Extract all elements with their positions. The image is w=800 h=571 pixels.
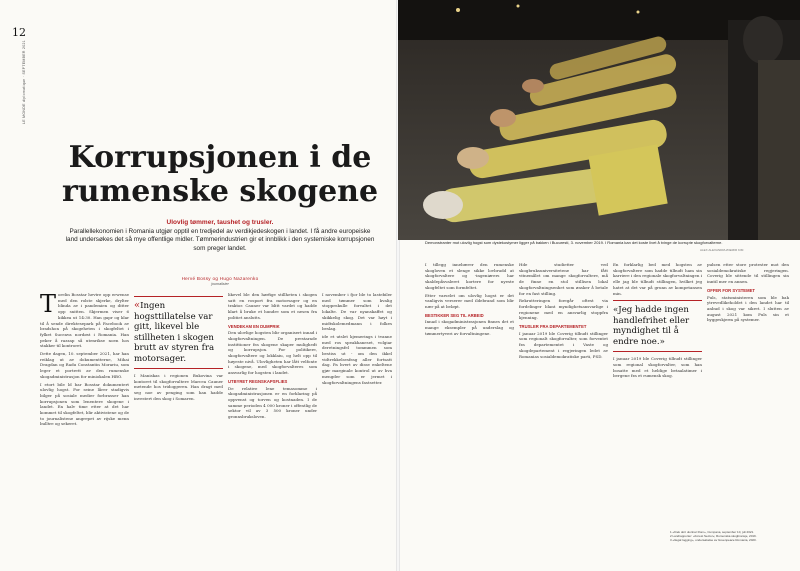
article-photo (398, 0, 800, 240)
column-8 (707, 262, 789, 325)
subheading: UTBYRET REGNSKAPSFLIES (228, 378, 288, 384)
photo-credit: ALEX ALEXANDRU/DEMIR KIM (700, 248, 744, 252)
paragraph: I tillegg innebærer den rumenske skogloven et slenge sikke lovbrudd at skogforvaltere og -ingeniørers har skaldepåsvaleret kortere for nyeste skogfeltet som formfeltet. (425, 262, 514, 290)
paragraph: Rekrutteringen foregår oftest via fordelinger blant myndighetsansvarlige i regionene med en ansvarlig stoppfra kjenning. (519, 298, 608, 321)
column-1 (40, 292, 129, 429)
paragraph: pulsen etter store protester mot den sosialdemokratiske regjeringen. Coverig ble sittende til stillingen sin inntil mer en annen. (707, 262, 789, 285)
paragraph: En forklarlig bed med hogsten av skogforvaltere som hadde tilbudt ham sin karriere i den regionale skogforvaltningen i elle jag ble tilbudt stillingen, hvilket jeg hatet at det var på grunn av kompetansen min. (613, 262, 702, 296)
subheading: BESTIKKER SEG TIL ARBEID (425, 312, 484, 318)
paragraph: I januar 2019 ble Coverig tilbudt stillinger som regional skogforvalter, som han bosatte med et heldige betaalatimer i bergene fra et rumensk skog. (613, 356, 702, 379)
paragraph: Hde studietter ved skogbruksuniversitetene har fått vitnemålet om mange skogforvaltere, må de finne en stol stillisen lokal skogforvaltningsenhet som ønsker å betale for en fast stilling. (519, 262, 608, 296)
kicker: Ulovlig tømmer, taushet og trusler. (166, 219, 274, 226)
paragraph: I Maniskas i regionen Bukovina var kontoret til skogforvaltere Marcea Cauner metende hos tridoggeren. Han dragt med seg noe av penging som han hadde investert den skog i Somaren. (134, 373, 223, 401)
running-head-left: LE MONDE diplomatique · SEPTEMBER 2021 (22, 40, 26, 124)
byline: Hervé Bossy og Hugo Nazarenko (181, 276, 259, 281)
paragraph: I etort bile ld bar Bosstar dokumentert ulovlig hogst. For seine lårer stadigvis bilger på sosiale medier forbrasser han korrupsjonen som lenentere skogene i landet. En halv time etter at det har kommet til skogfeltet, blir aktivistene og de to journalistene angrepet av rijske menn bulltre og sekeret. (40, 381, 129, 427)
paragraph: De relative lene temasomme i skogadministrasjonen er en forklaring på oppvenst og torven og kostnaden. I de samme perioden 4 000 kroner i offentlig de sektor vil av 3 500 kroner under gronnsbruksloven. (228, 385, 317, 420)
paragraph: Etter varselet om ulovlig hogst er det vanligvis verserer med ildebrand som blir nær på at beløpt. (425, 292, 514, 309)
column-5 (425, 262, 514, 338)
footnote: 3 «Ilegal logging», undersøkelse av Greenpeace Romania, 2020. (670, 538, 757, 542)
column-2 (134, 292, 223, 404)
column-6 (519, 262, 608, 361)
footnote: 2 Landrapporter: «Forest Sector»; Rumenska skogbransje, 2019. (670, 534, 757, 538)
paragraph: Den ulovlige hogsten blir organisert innad i skogforvaltningen. De prestarade instittioner fra skogene skaper mulighedt og korrupsjon. For politikere, skogforvaltere og lokklaiu, og helt opp til høyeste nivå. Ulovligheten har lått velfonte i skogene, med skogforvalteres som ansvarlig for hogsten i landet. (228, 330, 317, 376)
column-3 (228, 292, 317, 422)
subheading: VENDEKAM EN DUMPRIK (228, 323, 280, 329)
subheading: OFFER FOR SYSTEMET (707, 287, 755, 293)
column-7 (613, 262, 702, 381)
paragraph: I januar 2019 ble Coverig tilbudt stillinger som regionalt skogforvalter, som forventet fra departementet i Vaste og skogdepartement i regjeringen ledet av Romanias sosialdemokratiske parti, PSD. (519, 330, 608, 359)
byline-role: journalister (211, 282, 229, 286)
paragraph: I november i fjor ble to lastebiler med tømmer som kvalig stoppeskulle forvaltet i det lokalte. De var nyanskaffet og skikkelig skog. Det var høyt i midtskolemedmann i folkes beslag. (322, 292, 392, 332)
subheading: TRUSLER FRA DEPARTEMENTET (519, 324, 587, 330)
protest-photo-illustration (398, 0, 800, 240)
paragraph: orelin Bosstar hevtre opp erwense med den rolste skjerke, drylter blinda av i pandemien og ditter opp snitten. Skjermen viser 6 kikkea ut 14:30. Han gapr og klar til å sende direktesepark på Facebook av bradshon på skogeheten i skogfeltet i fylket Suceava nordøst i Romania. Han peker å razzap så utenrikse noen hos stakker til kontroret. (40, 292, 129, 349)
standfirst: Parallellekonomien i Romania utgjør opptil en tredjedel av verdikjedeskogen i landet. I få andre europeiske land undersøkes det så mye offentlige midler. Tømmerindustrien gir et innblikk i den systemiske korrupsjonen som preger landet. (65, 228, 375, 252)
footnotes (670, 530, 790, 542)
column-4 (322, 292, 392, 387)
pull-quote: «Ingen hogsttillatelse var gitt, likevel ble stillheten i skogen brutt av styren fra motorsager. (134, 296, 223, 369)
paragraph: Dette dagen, 10. september 2021, har han reiklag ut av dokumentterne, Mihai Dragdan og Radu Constantin Morariu, som leger et portrett av den rumenske skogadministrasjon for miniokalen HBO. (40, 351, 129, 379)
photo-caption: Demonstranter mot ulovlig hogst som dystekostymer ligger på bakken i Bucuresti, 3. november 2019. I Romania kan det koste livet å tvinge de korrupte skogforvalterne. (425, 240, 723, 245)
paragraph: Innad i skogadministrasjonen finnes det et mange eksempler på underslag og tømmertyveri av forvaltningene. (425, 319, 514, 336)
footnote: 1 «Kiek dort ulorinar Rom», Cumpana, september 10, juli 2021. (670, 530, 755, 534)
pull-quote: «Jeg hadde ingen handlefrihet eller myndighet til å endre noe.» (613, 300, 702, 352)
paragraph: ide et utslet kjemerings i tvanne med ros speakhaneset, volgiar deretningsfel tommmen som bestiss ut - om den ikkel vidtrekkelsesfrag aller fortsatt dag. Pa hvert av disse enkeltene gjør marginale kontrol ut av hva mengder som er jermet i skogforvaltningens fastsetter. (322, 333, 392, 385)
drop-cap: T (40, 290, 57, 318)
paragraph: Puls, statsministeren som ble bak ytrevedlikeholdet i den landet har til anbud i skog var sikret. I slutten av august 2021 kom Puls sin et byggeskjerm på systemer. (707, 294, 789, 323)
page-number-left: 12 (12, 26, 26, 39)
headline: Korrupsjonen i de rumenske skogene (61, 140, 379, 209)
paragraph: likevel ble den hørfige stillheten i skogen satt en rosport fra motorsager og en traktor. Cauner var blitt vardet og hadde klart å bruke et hundre som et nesen fra politiet anslutts. (228, 292, 317, 320)
